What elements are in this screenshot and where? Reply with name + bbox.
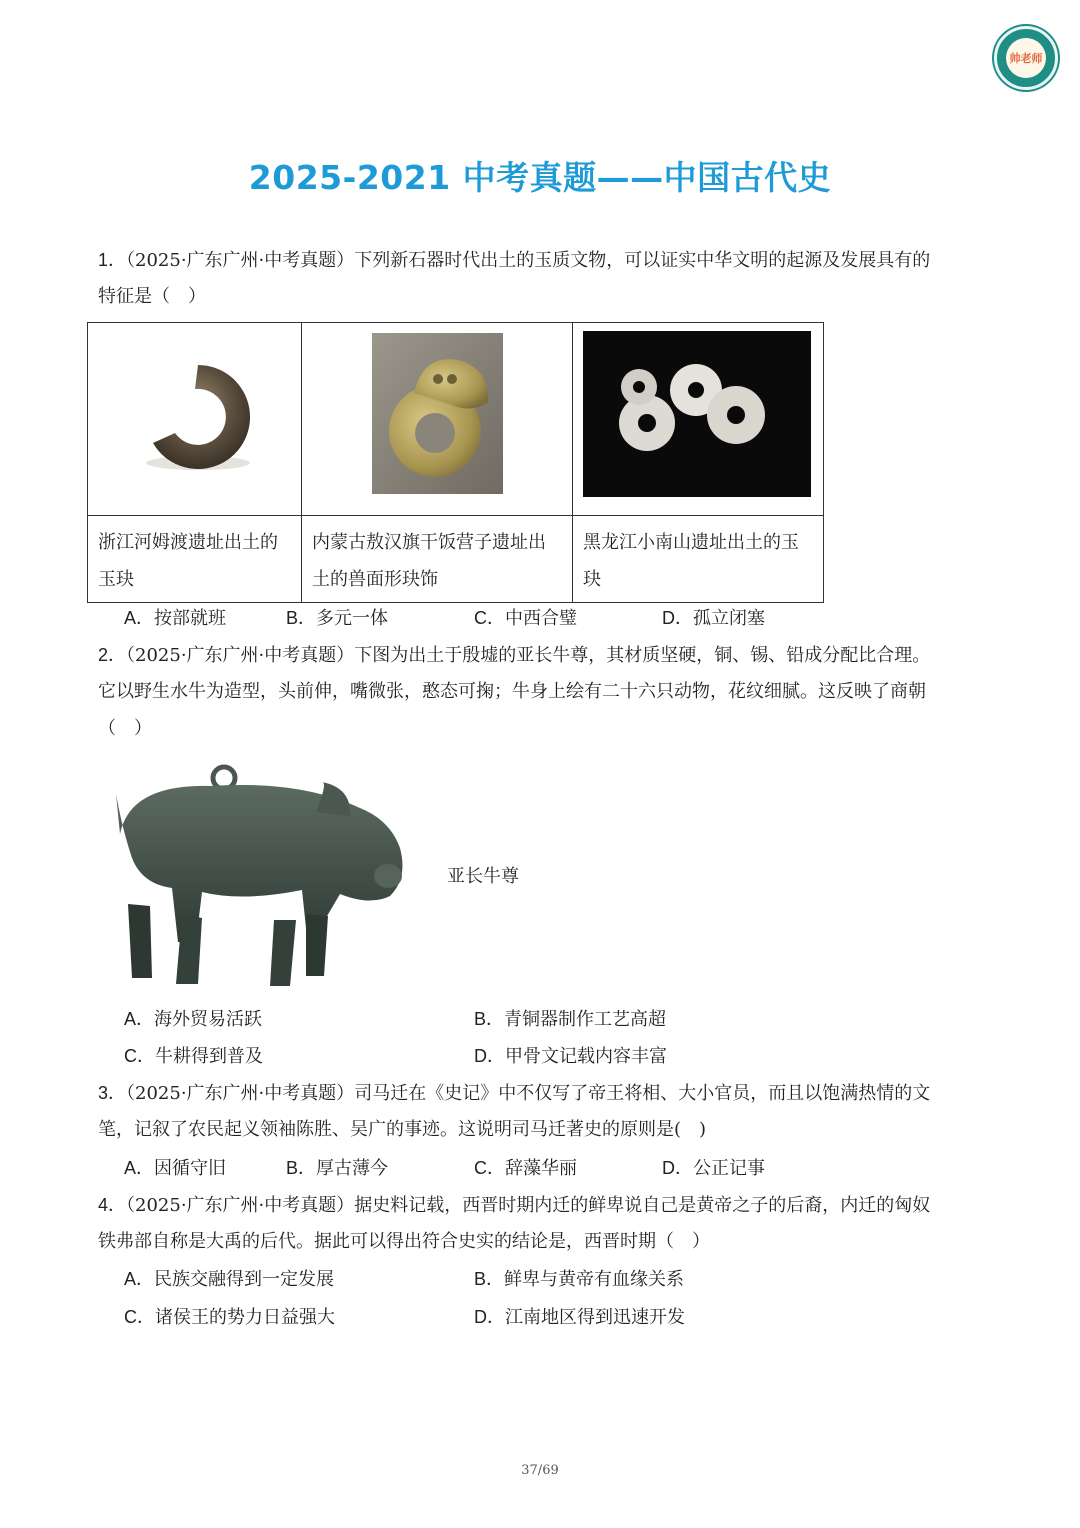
- option-text: 青铜器制作工艺高超: [504, 1009, 667, 1030]
- artifact-caption-cell-2: [302, 516, 573, 603]
- option-letter: B．: [286, 608, 317, 628]
- bronze-ox-zun-image: [106, 764, 412, 994]
- q2-option-a[interactable]: [124, 1008, 262, 1031]
- q4-line1: [98, 1194, 930, 1217]
- option-letter: A．: [124, 1009, 155, 1029]
- logo-badge: [1006, 38, 1046, 78]
- q2-option-b[interactable]: [474, 1008, 666, 1031]
- beast-face-jue-image: [302, 323, 572, 515]
- jade-jue-xiaonanshan-image: [573, 323, 823, 515]
- option-text: 公正记事: [693, 1158, 765, 1179]
- option-text: 牛耕得到普及: [155, 1046, 263, 1067]
- q4-stem-line1: （2025·广东广州·中考真题）据史料记载，西晋时期内迁的鲜卑说自己是黄帝之子的后裔，内迁的匈奴: [126, 1195, 931, 1216]
- option-letter: A．: [124, 1269, 155, 1289]
- q2-stem-line1: （2025·广东广州·中考真题）下图为出土于殷墟的亚长牛尊，其材质坚硬，铜、锡、铅成分配比合理。: [126, 645, 931, 666]
- q3-stem-line1: （2025·广东广州·中考真题）司马迁在《史记》中不仅写了帝王将相、大小官员，而且以饱满热情的文: [126, 1083, 931, 1104]
- option-text: 因循守旧: [154, 1158, 227, 1179]
- q3-stem-line2: 笔，记叙了农民起义领袖陈胜、吴广的事迹。这说明司马迁著史的原则是( ): [98, 1119, 707, 1140]
- option-letter: C．: [474, 608, 505, 628]
- logo-text: 帅老师: [1009, 51, 1043, 65]
- q2-stem-line2: 它以野生水牛为造型，头前伸，嘴微张，憨态可掬；牛身上绘有二十六只动物，花纹细腻。这反映了商朝: [98, 681, 926, 702]
- option-letter: D．: [662, 1158, 693, 1178]
- option-letter: D．: [474, 1307, 505, 1327]
- option-text: 多元一体: [316, 608, 389, 629]
- q4-option-d[interactable]: [474, 1306, 685, 1329]
- artifact-caption-cell-3: [573, 516, 824, 603]
- option-text: 江南地区得到迅速开发: [505, 1307, 685, 1328]
- artifact-image-cell-1: [88, 323, 302, 516]
- option-letter: D．: [474, 1046, 505, 1066]
- publisher-logo: [994, 26, 1058, 90]
- q1-artifact-table: [87, 322, 824, 603]
- q1-option-a[interactable]: [124, 607, 226, 630]
- q4-option-b[interactable]: [474, 1268, 684, 1291]
- q2-number: 2．: [98, 645, 127, 665]
- q3-number: 3．: [98, 1083, 127, 1103]
- q4-stem-line2: 铁弗部自称是大禹的后代。据此可以得出符合史实的结论是，西晋时期（ ）: [98, 1231, 710, 1252]
- q3-option-b[interactable]: [286, 1157, 388, 1180]
- q1-option-d[interactable]: [662, 607, 765, 630]
- option-text: 民族交融得到一定发展: [154, 1269, 335, 1290]
- option-text: 鲜卑与黄帝有血缘关系: [504, 1269, 685, 1290]
- caption-3-line2: 玦: [583, 569, 601, 590]
- option-letter: A．: [124, 1158, 155, 1178]
- page-title: 2025-2021 中考真题——中国古代史: [248, 158, 832, 197]
- option-text: 海外贸易活跃: [154, 1009, 263, 1030]
- option-text: 孤立闭塞: [693, 608, 765, 629]
- option-text: 按部就班: [154, 608, 227, 629]
- caption-1-line2: 玉玦: [98, 569, 134, 590]
- caption-2-line1: 内蒙古敖汉旗干饭营子遗址出: [312, 532, 546, 553]
- page-number: 37/69: [521, 1463, 559, 1478]
- q1-line1: [98, 249, 930, 272]
- option-letter: B．: [286, 1158, 317, 1178]
- q4-option-c[interactable]: [124, 1306, 335, 1329]
- option-text: 甲骨文记载内容丰富: [505, 1046, 667, 1067]
- q4-option-a[interactable]: [124, 1268, 334, 1291]
- q1-stem-line2: 特征是（ ）: [98, 286, 206, 307]
- option-letter: D．: [662, 608, 693, 628]
- option-letter: A．: [124, 608, 155, 628]
- q3-option-a[interactable]: [124, 1157, 226, 1180]
- option-letter: B．: [474, 1269, 505, 1289]
- artifact-image-cell-2: [302, 323, 573, 516]
- option-text: 中西合璧: [505, 608, 577, 629]
- q2-line1: [98, 644, 930, 667]
- artifact-caption-cell-1: [88, 516, 302, 603]
- q2-stem-line3: （ ）: [98, 718, 152, 739]
- q3-option-d[interactable]: [662, 1157, 765, 1180]
- option-letter: C．: [124, 1307, 155, 1327]
- option-text: 厚古薄今: [316, 1158, 389, 1179]
- q1-option-c[interactable]: [474, 607, 577, 630]
- q1-number: 1．: [98, 250, 127, 270]
- q1-stem-line1: （2025·广东广州·中考真题）下列新石器时代出土的玉质文物，可以证实中华文明的起源及发展具有的: [126, 250, 931, 271]
- option-text: 辞藻华丽: [505, 1158, 577, 1179]
- table-row: [88, 323, 824, 516]
- q2-option-c[interactable]: [124, 1045, 263, 1068]
- option-letter: C．: [124, 1046, 155, 1066]
- option-text: 诸侯王的势力日益强大: [155, 1307, 335, 1328]
- artifact-image-cell-3: [573, 323, 824, 516]
- option-letter: B．: [474, 1009, 505, 1029]
- ox-zun-label: 亚长牛尊: [447, 866, 519, 887]
- caption-3-line1: 黑龙江小南山遗址出土的玉: [583, 532, 799, 553]
- caption-1-line1: 浙江河姆渡遗址出土的: [98, 532, 278, 553]
- q4-number: 4．: [98, 1195, 127, 1215]
- table-row: [88, 516, 824, 603]
- q2-option-d[interactable]: [474, 1045, 667, 1068]
- q3-option-c[interactable]: [474, 1157, 577, 1180]
- option-letter: C．: [474, 1158, 505, 1178]
- q3-line1: [98, 1082, 930, 1105]
- q1-option-b[interactable]: [286, 607, 388, 630]
- caption-2-line2: 土的兽面形玦饰: [312, 569, 438, 590]
- jade-jue-hemudu-image: [88, 323, 301, 515]
